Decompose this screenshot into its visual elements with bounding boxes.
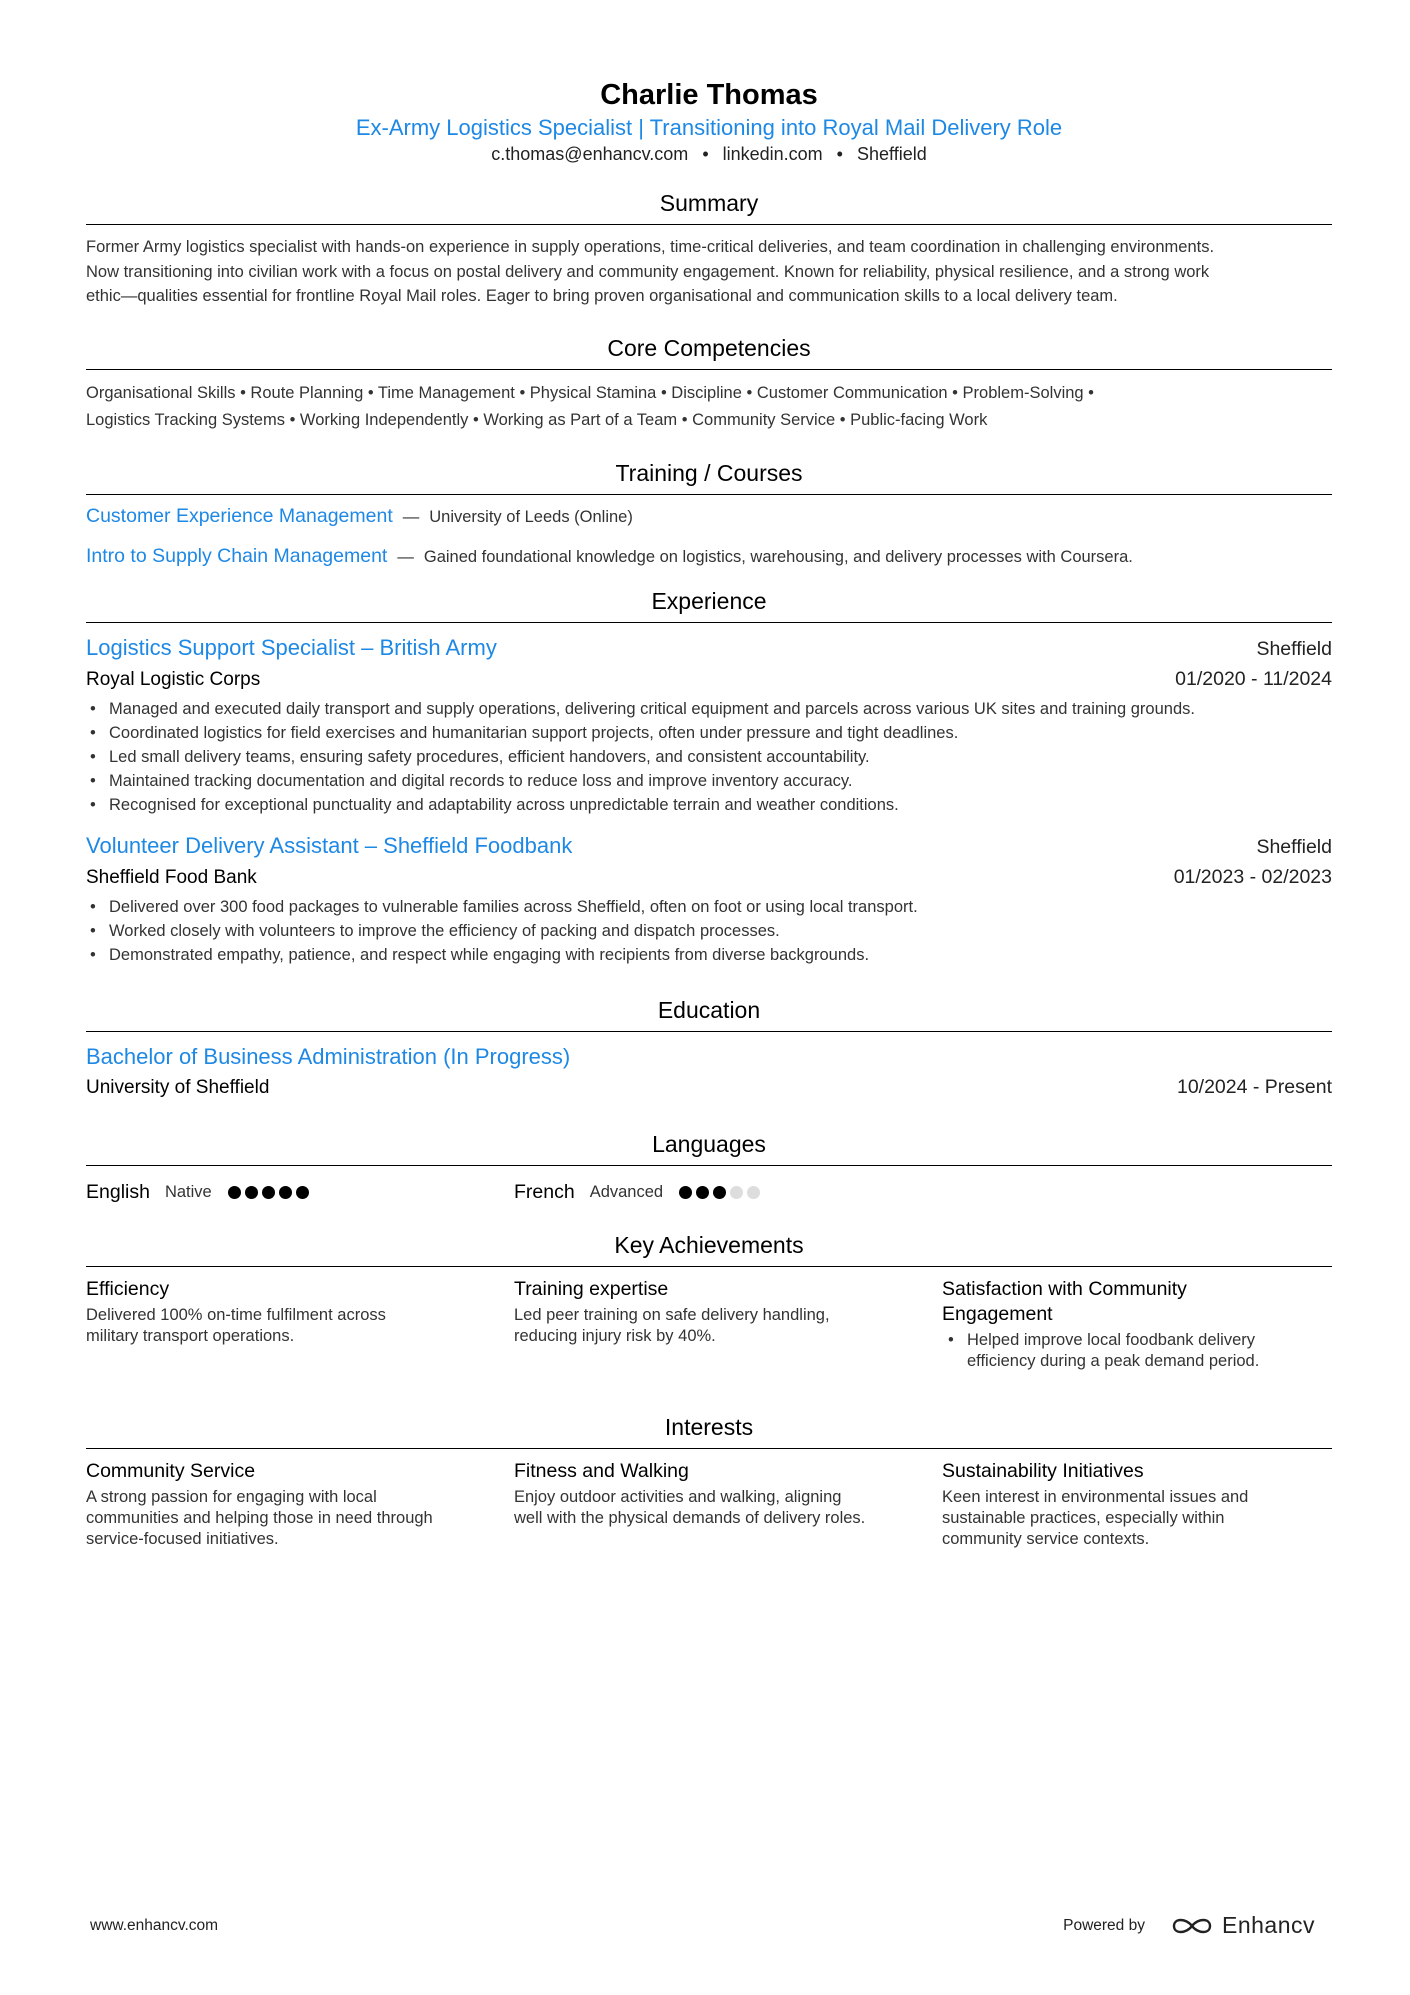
achievement-desc: Led peer training on safe delivery handling, reducing injury risk by 40%. <box>514 1305 830 1345</box>
course-desc: University of Leeds (Online) <box>429 507 633 526</box>
rating-dot-filled <box>296 1186 309 1199</box>
course-desc: Gained foundational knowledge on logistics, warehousing, and delivery processes with Coursera. <box>423 547 1133 566</box>
bullet-item: • Demonstrated empathy, patience, and respect while engaging with recipients from diverse backgrounds. <box>90 945 870 964</box>
separator-dot: • <box>836 144 843 164</box>
interest-item <box>514 1459 942 1550</box>
brand-name[interactable]: Enhancv <box>1221 1912 1315 1938</box>
section-title: Education <box>86 995 1332 1032</box>
interests-section <box>86 1412 1332 1550</box>
section-title: Key Achievements <box>86 1230 1332 1267</box>
bullet-item: • Coordinated logistics for field exercises and humanitarian support projects, often under pressure and tight deadlines. <box>90 723 959 742</box>
summary-line: Now transitioning into civilian work with a focus on postal delivery and community engagement. Known for reliability, physical resilience, and a strong work <box>86 262 1210 281</box>
competencies-line: Organisational Skills • Route Planning • Time Management • Physical Stamina • Discipline • Customer Communication • Problem-Solving • <box>86 383 1094 402</box>
language-level: Advanced <box>589 1183 664 1201</box>
rating-dot-filled <box>713 1186 726 1199</box>
section-title: Experience <box>86 586 1332 623</box>
rating-dot-filled <box>262 1186 275 1199</box>
job-location: Sheffield <box>1256 835 1332 858</box>
course-title[interactable]: Customer Experience Management <box>86 504 393 527</box>
location-text: Sheffield <box>856 144 927 164</box>
page-footer <box>90 1912 1315 1939</box>
bullet-item: • Managed and executed daily transport and supply operations, delivering critical equipment and parcels across various UK sites and training grounds. <box>90 699 1195 718</box>
school-name: University of Sheffield <box>86 1076 270 1098</box>
competencies-line: Logistics Tracking Systems • Working Independently • Working as Part of a Team • Community Service • Public-facing Work <box>86 410 988 429</box>
email-link[interactable]: c.thomas@enhancv.com <box>491 144 689 164</box>
bullet-item: • Led small delivery teams, ensuring safety procedures, efficient handovers, and consistent accountability. <box>90 747 870 766</box>
section-title: Training / Courses <box>86 458 1332 495</box>
achievements-section <box>86 1230 1332 1372</box>
job-entry <box>86 633 1332 817</box>
interest-item <box>86 1459 514 1550</box>
rating-dot-empty <box>747 1186 760 1199</box>
enhancv-logo-icon <box>1170 1914 1214 1938</box>
achievement-title: Training expertise <box>514 1277 669 1300</box>
course-dash: — <box>397 547 414 566</box>
separator-dot: • <box>702 144 709 164</box>
education-dates: 10/2024 - Present <box>1176 1075 1332 1098</box>
experience-section <box>86 586 1332 967</box>
interest-item <box>942 1459 1332 1550</box>
language-name: English <box>86 1181 150 1203</box>
website-link[interactable]: www.enhancv.com <box>90 1916 219 1934</box>
resume-header <box>86 0 1332 166</box>
job-organization: Royal Logistic Corps <box>86 668 261 690</box>
summary-line: ethic—qualities essential for frontline Royal Mail roles. Eager to bring proven organisational and communication skills to a local delivery team. <box>86 287 1118 305</box>
job-title: Volunteer Delivery Assistant – Sheffield Foodbank <box>86 832 573 858</box>
languages-section <box>86 1129 1332 1210</box>
language-level: Native <box>164 1183 212 1201</box>
language-name: French <box>514 1181 575 1203</box>
summary-text <box>86 235 1332 309</box>
interest-title: Fitness and Walking <box>514 1459 689 1482</box>
interest-desc: Enjoy outdoor activities and walking, aligning well with the physical demands of delivery roles. <box>514 1487 866 1527</box>
bullet-item: • Recognised for exceptional punctuality and adaptability across unpredictable terrain and weather conditions. <box>90 795 899 814</box>
achievement-item <box>514 1277 942 1372</box>
job-location: Sheffield <box>1256 637 1332 660</box>
resume-page <box>86 0 1332 1550</box>
course-item <box>86 505 1332 528</box>
section-title: Languages <box>86 1129 1332 1166</box>
job-dates: 01/2020 - 11/2024 <box>1175 667 1332 690</box>
job-bullets <box>86 895 1332 967</box>
course-item <box>86 545 1332 568</box>
candidate-headline: Ex-Army Logistics Specialist | Transitioning into Royal Mail Delivery Role <box>355 115 1063 140</box>
job-organization: Sheffield Food Bank <box>86 866 257 888</box>
summary-line: Former Army logistics specialist with hands-on experience in supply operations, time-critical deliveries, and team coordination in challenging environments. <box>86 238 1215 256</box>
rating-dot-empty <box>730 1186 743 1199</box>
achievement-title: Satisfaction with Community Engagement <box>942 1277 1187 1325</box>
course-title[interactable]: Intro to Supply Chain Management <box>86 544 388 567</box>
education-section <box>86 995 1332 1103</box>
powered-by <box>1063 1912 1315 1939</box>
summary-section <box>86 188 1332 309</box>
rating-dot-filled <box>679 1186 692 1199</box>
section-title: Core Competencies <box>86 333 1332 370</box>
language-rating <box>228 1186 313 1199</box>
achievement-item <box>86 1277 514 1372</box>
rating-dot-filled <box>279 1186 292 1199</box>
achievement-title: Efficiency <box>86 1277 170 1300</box>
linkedin-link[interactable]: linkedin.com <box>722 144 823 164</box>
candidate-name: Charlie Thomas <box>600 79 818 111</box>
contact-line <box>86 142 1332 166</box>
job-dates: 01/2023 - 02/2023 <box>1173 865 1332 888</box>
job-entry <box>86 831 1332 967</box>
job-bullets <box>86 697 1332 817</box>
language-rating <box>679 1186 764 1199</box>
section-title: Summary <box>86 188 1332 225</box>
interest-desc: A strong passion for engaging with local communities and helping those in need through service-focused initiatives. <box>86 1487 433 1548</box>
bullet-item: • Delivered over 300 food packages to vulnerable families across Sheffield, often on foot or using local transport. <box>90 897 918 916</box>
degree-title: Bachelor of Business Administration (In Progress) <box>86 1043 571 1069</box>
powered-by-label: Powered by <box>1063 1916 1145 1934</box>
interest-title: Community Service <box>86 1459 256 1482</box>
training-section <box>86 458 1332 568</box>
job-title: Logistics Support Specialist – British Army <box>86 634 497 660</box>
interest-title: Sustainability Initiatives <box>942 1459 1144 1482</box>
achievement-item <box>942 1277 1332 1372</box>
course-dash: — <box>402 507 420 526</box>
achievement-desc: • Helped improve local foodbank delivery efficiency during a peak demand period. <box>948 1330 1260 1370</box>
bullet-item: • Maintained tracking documentation and digital records to reduce loss and improve inventory accuracy. <box>90 771 853 790</box>
bullet-item: • Worked closely with volunteers to improve the efficiency of packing and dispatch processes. <box>90 921 780 940</box>
section-title: Interests <box>86 1412 1332 1449</box>
achievement-desc: Delivered 100% on-time fulfilment across military transport operations. <box>86 1305 386 1345</box>
language-item <box>86 1181 514 1204</box>
rating-dot-filled <box>696 1186 709 1199</box>
interest-desc: Keen interest in environmental issues and sustainable practices, especially within community service contexts. <box>942 1487 1249 1548</box>
rating-dot-filled <box>228 1186 241 1199</box>
competencies-section <box>86 333 1332 434</box>
rating-dot-filled <box>245 1186 258 1199</box>
language-item <box>514 1181 942 1204</box>
